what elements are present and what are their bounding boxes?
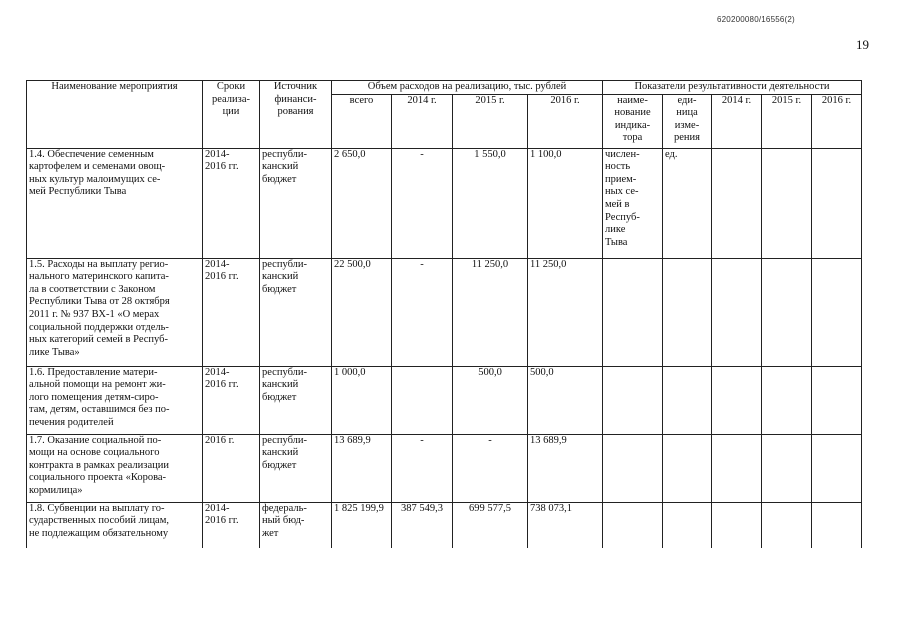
cell-activity-name-line: 1.8. Субвенции на выплату го- — [29, 502, 165, 514]
header-terms-line: реализа- — [212, 93, 250, 105]
cell-2016: 500,0 — [528, 366, 603, 434]
cell-activity-name-line: не подлежащим обязательному — [29, 527, 169, 539]
header-ind-2015: 2015 г. — [762, 94, 812, 148]
cell-terms-line: 2016 г. — [205, 434, 235, 446]
header-total: всего — [332, 94, 392, 148]
cell-unit — [663, 258, 712, 366]
cell-activity-name-line: мей Республики Тыва — [29, 186, 127, 198]
header-terms-line: Сроки — [216, 81, 246, 92]
cell-indicator-2015 — [762, 366, 812, 434]
cell-activity-name-line: альной помощи на ремонт жи- — [29, 379, 166, 391]
header-unit — [663, 94, 712, 148]
cell-indicator-2016 — [812, 502, 862, 548]
cell-2016: 1 100,0 — [528, 148, 603, 258]
cell-indicator-name — [603, 434, 663, 502]
cell-2014: - — [392, 258, 453, 366]
cell-activity-name-line: социальной поддержки отдель- — [29, 321, 169, 333]
header-indicators-group: Показатели результативности деятельности — [603, 81, 862, 95]
header-indicator-line: нование — [614, 107, 651, 119]
cell-activity-name-line: ных категорий семей в Респуб- — [29, 334, 168, 346]
cell-terms-line: 2014- — [205, 148, 230, 160]
cell-2015: 11 250,0 — [453, 258, 528, 366]
cell-2014: 387 549,3 — [392, 502, 453, 548]
cell-terms — [203, 258, 260, 366]
cell-funding-source — [260, 366, 332, 434]
cell-unit — [663, 502, 712, 548]
cell-indicator-name — [603, 502, 663, 548]
cell-unit: ед. — [663, 148, 712, 258]
cell-activity-name-line: 1.4. Обеспечение семенным — [29, 148, 154, 160]
header-unit-line: рения — [674, 132, 700, 144]
cell-2016: 13 689,9 — [528, 434, 603, 502]
cell-terms — [203, 502, 260, 548]
cell-funding-source — [260, 434, 332, 502]
header-terms — [203, 81, 260, 149]
cell-activity-name — [27, 502, 203, 548]
cell-total: 2 650,0 — [332, 148, 392, 258]
cell-activity-name-line: нального материнского капита- — [29, 271, 169, 283]
cell-terms-line: 2016 гг. — [205, 161, 239, 173]
cell-2014: - — [392, 148, 453, 258]
cell-2014 — [392, 366, 453, 434]
cell-funding-source-line: республи- — [262, 434, 307, 446]
cell-indicator-name-line: Респуб- — [605, 211, 640, 223]
cell-funding-source — [260, 258, 332, 366]
cell-terms-line: 2016 гг. — [205, 271, 239, 283]
cell-funding-source — [260, 502, 332, 548]
header-terms-line: ции — [222, 106, 240, 118]
cell-activity-name-line: 1.7. Оказание социальной по- — [29, 434, 162, 446]
cell-activity-name — [27, 434, 203, 502]
cell-funding-source-line: бюджет — [262, 173, 297, 185]
header-indicator-line: индика- — [614, 119, 651, 131]
table-row — [27, 148, 862, 258]
cell-activity-name-line: лике Тыва» — [29, 346, 80, 358]
cell-activity-name-line: кормилица» — [29, 484, 83, 496]
header-source-line: Источник — [273, 81, 318, 92]
cell-funding-source-line: канский — [262, 271, 299, 283]
cell-activity-name — [27, 366, 203, 434]
cell-indicator-name-line: числен- — [605, 148, 640, 160]
header-ind-2016: 2016 г. — [812, 94, 862, 148]
cell-funding-source-line: канский — [262, 161, 299, 173]
table-row — [27, 366, 862, 434]
cell-unit — [663, 434, 712, 502]
header-indicator-line: наиме- — [617, 94, 648, 106]
cell-funding-source — [260, 148, 332, 258]
activities-table — [26, 80, 862, 548]
cell-funding-source-line: бюджет — [262, 283, 297, 295]
cell-indicator-2014 — [712, 366, 762, 434]
cell-funding-source-line: канский — [262, 379, 299, 391]
cell-indicator-name — [603, 258, 663, 366]
cell-activity-name-line: лого помещения детям-сиро- — [29, 391, 159, 403]
cell-indicator-2015 — [762, 434, 812, 502]
cell-activity-name-line: мощи на основе социального — [29, 447, 160, 459]
cell-funding-source-line: жет — [262, 527, 279, 539]
cell-terms-line: 2014- — [205, 502, 230, 514]
cell-terms — [203, 434, 260, 502]
cell-terms-line: 2016 гг. — [205, 379, 239, 391]
header-source-line: финанси- — [274, 93, 317, 105]
cell-2016: 738 073,1 — [528, 502, 603, 548]
cell-funding-source-line: ный бюд- — [262, 515, 305, 527]
cell-terms — [203, 366, 260, 434]
cell-indicator-2015 — [762, 258, 812, 366]
cell-activity-name-line: там, детям, оставшимся без по- — [29, 404, 170, 416]
header-unit-line: еди- — [677, 94, 697, 106]
table-row — [27, 258, 862, 366]
cell-2015: - — [453, 434, 528, 502]
cell-total: 1 000,0 — [332, 366, 392, 434]
cell-activity-name-line: картофелем и семенами овощ- — [29, 161, 166, 173]
header-name: Наименование мероприятия — [27, 81, 203, 149]
page-number: 19 — [856, 37, 869, 52]
cell-funding-source-line: бюджет — [262, 459, 297, 471]
cell-total: 22 500,0 — [332, 258, 392, 366]
cell-indicator-2014 — [712, 502, 762, 548]
cell-indicator-2016 — [812, 148, 862, 258]
document-id: 620200080/16556(2) — [717, 15, 795, 24]
cell-indicator-2014 — [712, 258, 762, 366]
cell-indicator-name-line: мей в — [605, 198, 630, 210]
header-unit-line: ница — [676, 107, 698, 119]
header-unit-line: изме- — [674, 119, 700, 131]
cell-indicator-2014 — [712, 148, 762, 258]
cell-activity-name — [27, 148, 203, 258]
cell-indicator-name-line: Тыва — [605, 236, 628, 248]
cell-funding-source-line: бюджет — [262, 391, 297, 403]
cell-indicator-name-line: прием- — [605, 173, 637, 185]
header-2015: 2015 г. — [453, 94, 528, 148]
cell-indicator-2016 — [812, 258, 862, 366]
cell-activity-name-line: Республики Тыва от 28 октября — [29, 296, 170, 308]
cell-terms-line: 2014- — [205, 366, 230, 378]
cell-funding-source-line: федераль- — [262, 502, 307, 514]
table-row — [27, 434, 862, 502]
cell-terms-line: 2016 гг. — [205, 515, 239, 527]
cell-activity-name-line: 2011 г. № 937 ВХ-1 «О мерах — [29, 308, 160, 320]
cell-funding-source-line: республи- — [262, 366, 307, 378]
header-row-top — [27, 81, 862, 95]
cell-unit — [663, 366, 712, 434]
cell-funding-source-line: канский — [262, 447, 299, 459]
cell-indicator-2016 — [812, 366, 862, 434]
cell-activity-name-line: сударственных пособий лицам, — [29, 515, 169, 527]
cell-indicator-name — [603, 366, 663, 434]
header-2016: 2016 г. — [528, 94, 603, 148]
header-indicator-name — [603, 94, 663, 148]
cell-activity-name-line: печения родителей — [29, 416, 114, 428]
cell-total: 1 825 199,9 — [332, 502, 392, 548]
cell-activity-name — [27, 258, 203, 366]
table-row — [27, 502, 862, 548]
cell-indicator-name-line: ность — [605, 161, 631, 173]
header-ind-2014: 2014 г. — [712, 94, 762, 148]
cell-activity-name-line: контракта в рамках реализации — [29, 459, 169, 471]
cell-total: 13 689,9 — [332, 434, 392, 502]
cell-activity-name-line: 1.5. Расходы на выплату регио- — [29, 258, 169, 270]
cell-funding-source-line: республи- — [262, 258, 307, 270]
cell-indicator-2016 — [812, 434, 862, 502]
cell-activity-name-line: социального проекта «Корова- — [29, 472, 167, 484]
table-body — [27, 148, 862, 548]
cell-2015: 1 550,0 — [453, 148, 528, 258]
cell-funding-source-line: республи- — [262, 148, 307, 160]
cell-2014: - — [392, 434, 453, 502]
cell-2015: 699 577,5 — [453, 502, 528, 548]
cell-indicator-name-line: ных се- — [605, 186, 639, 198]
header-indicator-line: тора — [622, 132, 643, 144]
header-source — [260, 81, 332, 149]
cell-2015: 500,0 — [453, 366, 528, 434]
cell-activity-name-line: 1.6. Предоставление матери- — [29, 366, 158, 378]
cell-indicator-2015 — [762, 502, 812, 548]
cell-indicator-name-line: лике — [605, 224, 626, 236]
cell-indicator-2014 — [712, 434, 762, 502]
cell-terms-line: 2014- — [205, 258, 230, 270]
cell-indicator-2015 — [762, 148, 812, 258]
cell-2016: 11 250,0 — [528, 258, 603, 366]
header-2014: 2014 г. — [392, 94, 453, 148]
header-expenses-group: Объем расходов на реализацию, тыс. рублей — [332, 81, 603, 95]
cell-activity-name-line: ных культур малоимущих се- — [29, 173, 161, 185]
cell-indicator-name — [603, 148, 663, 258]
header-source-line: рования — [277, 106, 314, 118]
cell-terms — [203, 148, 260, 258]
cell-activity-name-line: ла в соответствии с Законом — [29, 283, 156, 295]
